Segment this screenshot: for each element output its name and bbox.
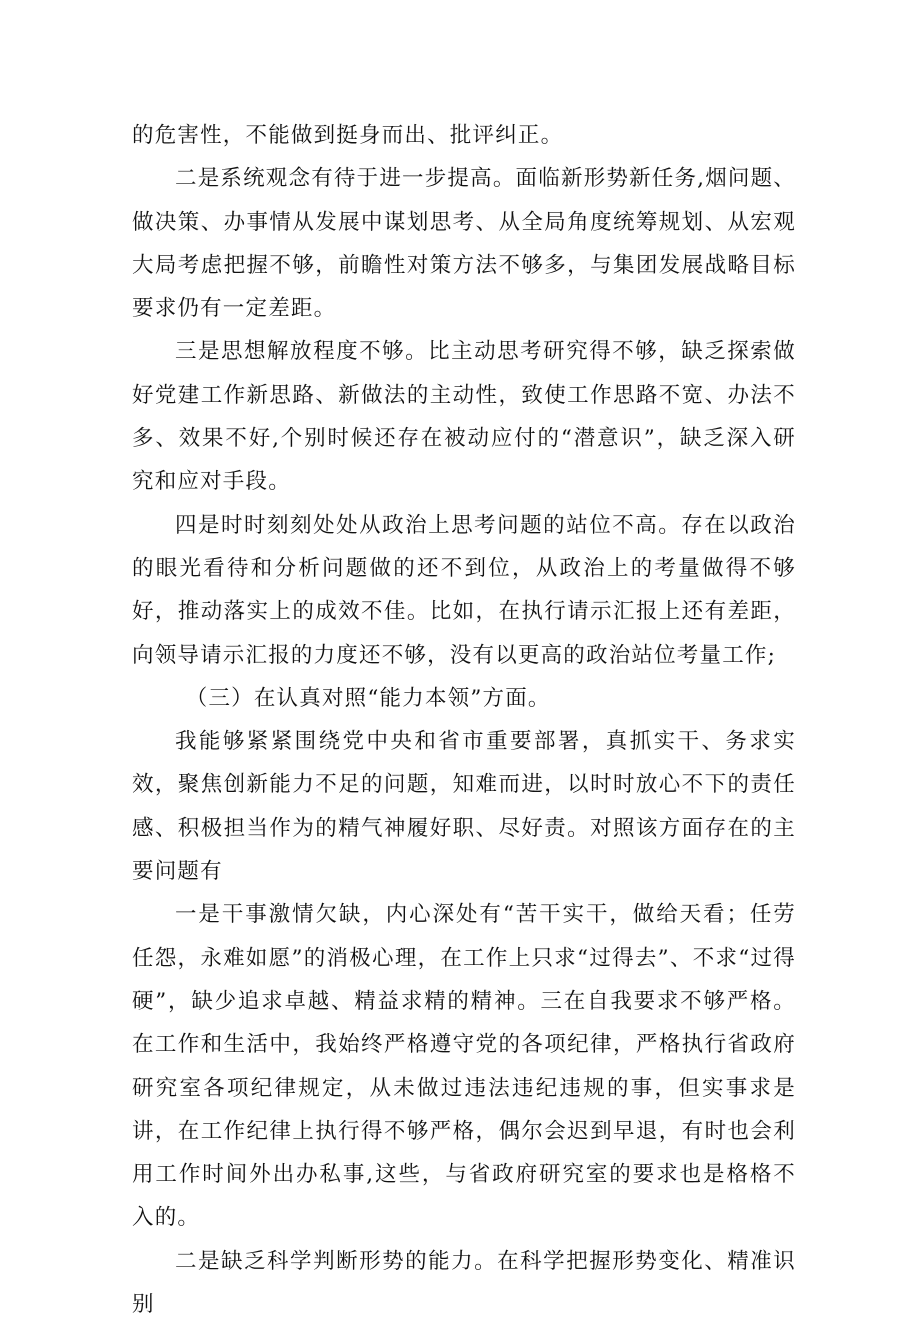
paragraph-system-concept: 二是系统观念有待于进一步提高。面临新形势新任务,烟问题、做决策、办事情从发展中谋划思考、从全局角度统筹规划、从宏观大局考虑把握不够，前瞻性对策方法不够多，与集团发展战略目标要求仍有一定差距。 bbox=[132, 166, 796, 322]
paragraph-thought-liberation: 三是思想解放程度不够。比主动思考研究得不够，缺乏探索做好党建工作新思路、新做法的主动性，致使工作思路不宽、办法不多、效果不好,个别时候还存在被动应付的“潜意识”，缺乏深入研究和应对手段。 bbox=[132, 339, 796, 495]
paragraph-ability-intro: 我能够紧紧围绕党中央和省市重要部署，真抓实干、务求实效，聚焦创新能力不足的问题，知难而进，以时时放心不下的责任感、积极担当作为的精气神履好职、尽好责。对照该方面存在的主要问题有 bbox=[132, 729, 796, 885]
paragraph-work-passion: 一是干事激情欠缺，内心深处有“苦干实干，做给天看；任劳任怨，永难如愿”的消极心理，在工作上只求“过得去”、不求“过得硬”，缺少追求卓越、精益求精的精神。三在自我要求不够严格。在工作和生活中，我始终严格遵守党的各项纪律，严格执行省政府研究室各项纪律规定，从未做过违法违纪违规的事，但实事求是讲，在工作纪律上执行得不够严格，偶尔会迟到早退，有时也会利用工作时间外出办私事,这些，与省政府研究室的要求也是格格不入的。 bbox=[132, 902, 796, 1231]
section-heading-ability: （三）在认真对照“能力本领”方面。 bbox=[185, 685, 551, 711]
paragraph-continuation: 的危害性，不能做到挺身而出、批评纠正。 bbox=[132, 123, 564, 148]
paragraph-judgment-ability: 二是缺乏科学判断形势的能力。在科学把握形势变化、精准识别 bbox=[132, 1248, 796, 1318]
document-body bbox=[132, 114, 796, 1326]
paragraph-political-standpoint: 四是时时刻刻处处从政治上思考问题的站位不高。存在以政治的眼光看待和分析问题做的还不到位，从政治上的考量做得不够好，推动落实上的成效不佳。比如，在执行请示汇报上还有差距，向领导请示汇报的力度还不够，没有以更高的政治站位考量工作; bbox=[132, 512, 796, 668]
